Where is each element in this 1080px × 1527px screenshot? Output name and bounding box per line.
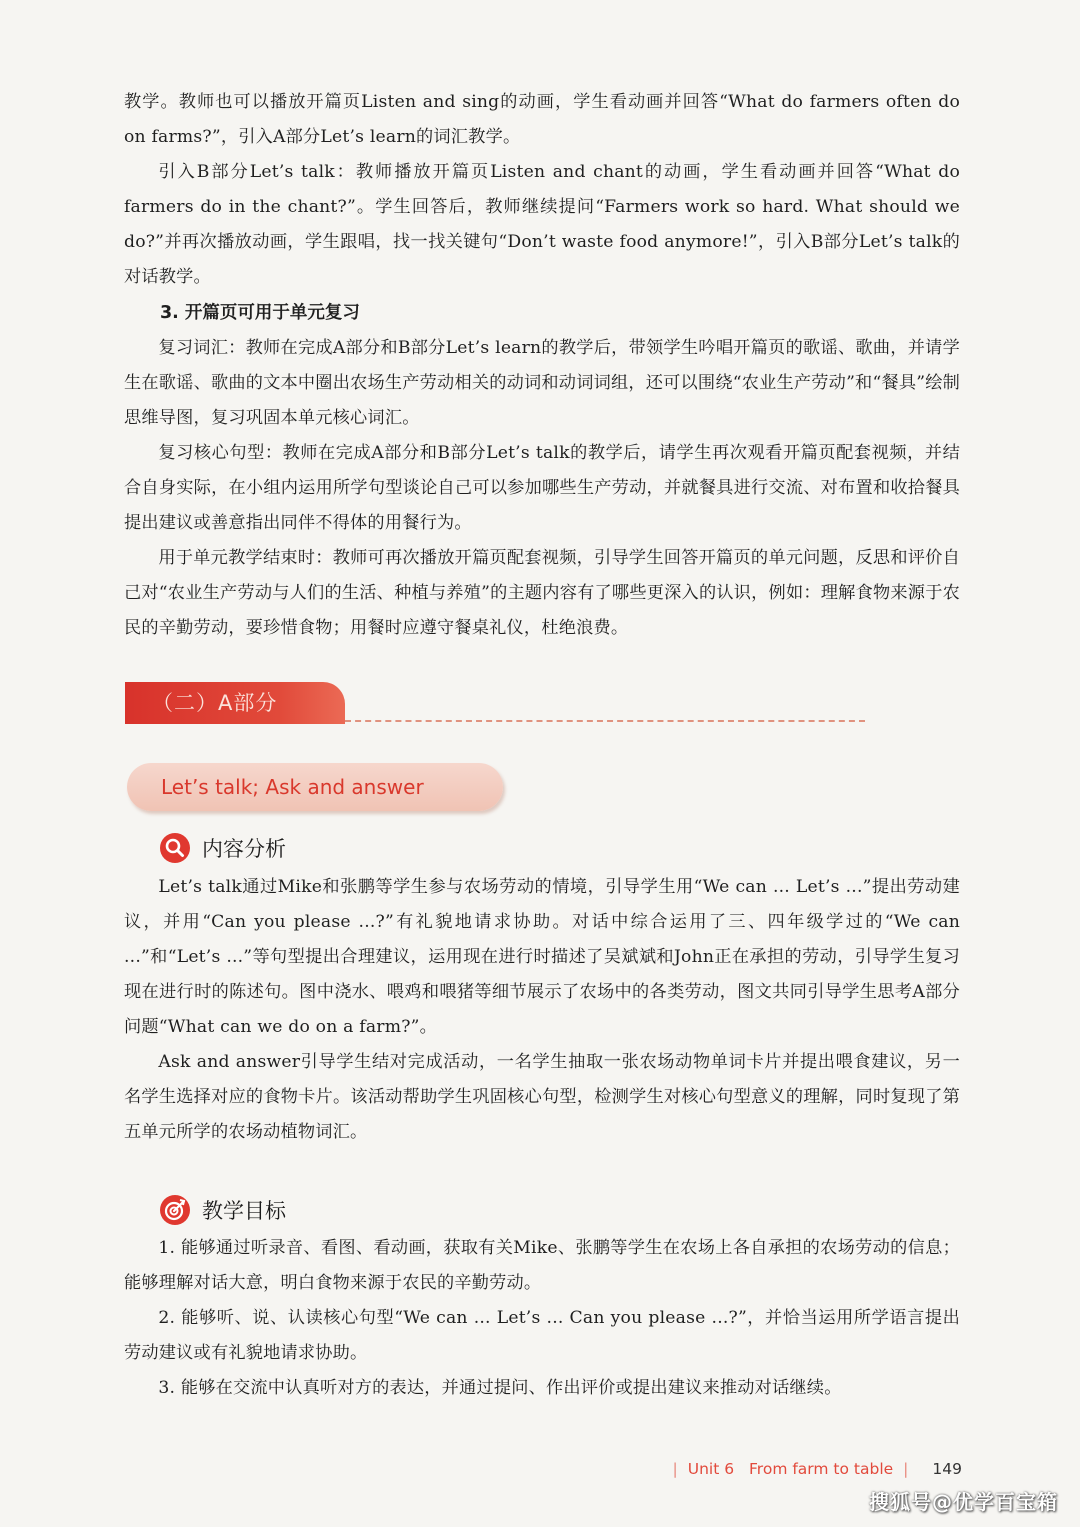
content-analysis-heading [160,831,286,865]
banner-divider [345,720,865,722]
goal-item-1: 1. 能够通过听录音、看图、看动画，获取有关Mike、张鹏等学生在农场上各自承担的农场劳动的信息；能够理解对话大意，明白食物来源于农民的辛勤劳动。 [124,1238,960,1293]
paragraph-analysis-1: Let’s talk通过Mike和张鹏等学生参与农场劳动的情境，引导学生用“We can ... Let’s ...”提出劳动建议，并用“Can you please ...?”有礼貌地请求协助。对话中综合运用了三、四年级学过的“We can ...”和“Let’s ...”等句型提出合理建议，运用现在进行时描述了吴斌斌和John正在承担的劳动，引导学生复习现在进行时的陈述句。图中浇水、喂鸡和喂猪等细节展示了农场中的各类劳动，图文共同引导学生思考A部分问题“What can we do on a farm?”。 [124,877,960,1037]
footer-unit: Unit 6 [687,1460,735,1478]
section-banner-title: （二）A部分 [152,691,278,715]
footer-unit-title: From farm to table [749,1460,894,1478]
content-analysis-title: 内容分析 [202,837,286,861]
target-icon [160,1195,190,1225]
footer-separator-right: | [903,1460,909,1478]
teaching-goals-title: 教学目标 [202,1199,286,1223]
goal-item-3: 3. 能够在交流中认真听对方的表达，并通过提问、作出评价或提出建议来推动对话继续。 [158,1378,842,1398]
paragraph-review-vocab: 复习词汇：教师在完成A部分和B部分Let’s learn的教学后，带领学生吟唱开篇页的歌谣、歌曲，并请学生在歌谣、歌曲的文本中圈出农场生产劳动相关的动词和动词词组，还可以围绕“农业生产劳动”和“餐具”绘制思维导图，复习巩固本单元核心词汇。 [124,338,960,428]
search-icon [160,833,190,863]
teaching-goals-heading [160,1193,286,1227]
paragraph-intro-1: 教学。教师也可以播放开篇页Listen and sing的动画，学生看动画并回答“What do farmers often do on farms?”，引入A部分Let’s learn的词汇教学。 [124,92,960,147]
subsection-pill-title: Let’s talk; Ask and answer [161,775,424,799]
goal-item-2: 2. 能够听、说、认读核心句型“We can ... Let’s ... Can you please ...?”，并恰当运用所学语言提出劳动建议或有礼貌地请求协助。 [124,1308,960,1363]
page-number: 149 [932,1460,962,1478]
watermark: 搜狐号@优学百宝箱 [869,1490,1058,1514]
paragraph-review-end: 用于单元教学结束时：教师可再次播放开篇页配套视频，引导学生回答开篇页的单元问题，反思和评价自己对“农业生产劳动与人们的生活、种植与养殖”的主题内容有了哪些更深入的认识，例如：理解食物来源于农民的辛勤劳动，要珍惜食物；用餐时应遵守餐桌礼仪，杜绝浪费。 [124,548,960,638]
paragraph-review-sentences: 复习核心句型：教师在完成A部分和B部分Let’s talk的教学后，请学生再次观看开篇页配套视频，并结合自身实际，在小组内运用所学句型谈论自己可以参加哪些生产劳动，并就餐具进行交流、对布置和收拾餐具提出建议或善意指出同伴不得体的用餐行为。 [124,443,960,533]
paragraph-analysis-2: Ask and answer引导学生结对完成活动，一名学生抽取一张农场动物单词卡片并提出喂食建议，另一名学生选择对应的食物卡片。该活动帮助学生巩固核心句型，检测学生对核心句型意义的理解，同时复现了第五单元所学的农场动植物词汇。 [124,1052,960,1142]
footer-separator-left: | [672,1460,678,1478]
paragraph-intro-2: 引入B部分Let’s talk：教师播放开篇页Listen and chant的动画，学生看动画并回答“What do farmers do in the chant?”。学生回答后，教师继续提问“Farmers work so hard. What should we do?”并再次播放动画，学生跟唱，找一找关键句“Don’t waste food anymore!”，引入B部分Let’s talk的对话教学。 [124,162,960,287]
page-footer [663,1458,963,1480]
section-heading-review: 3. 开篇页可用于单元复习 [160,303,360,323]
